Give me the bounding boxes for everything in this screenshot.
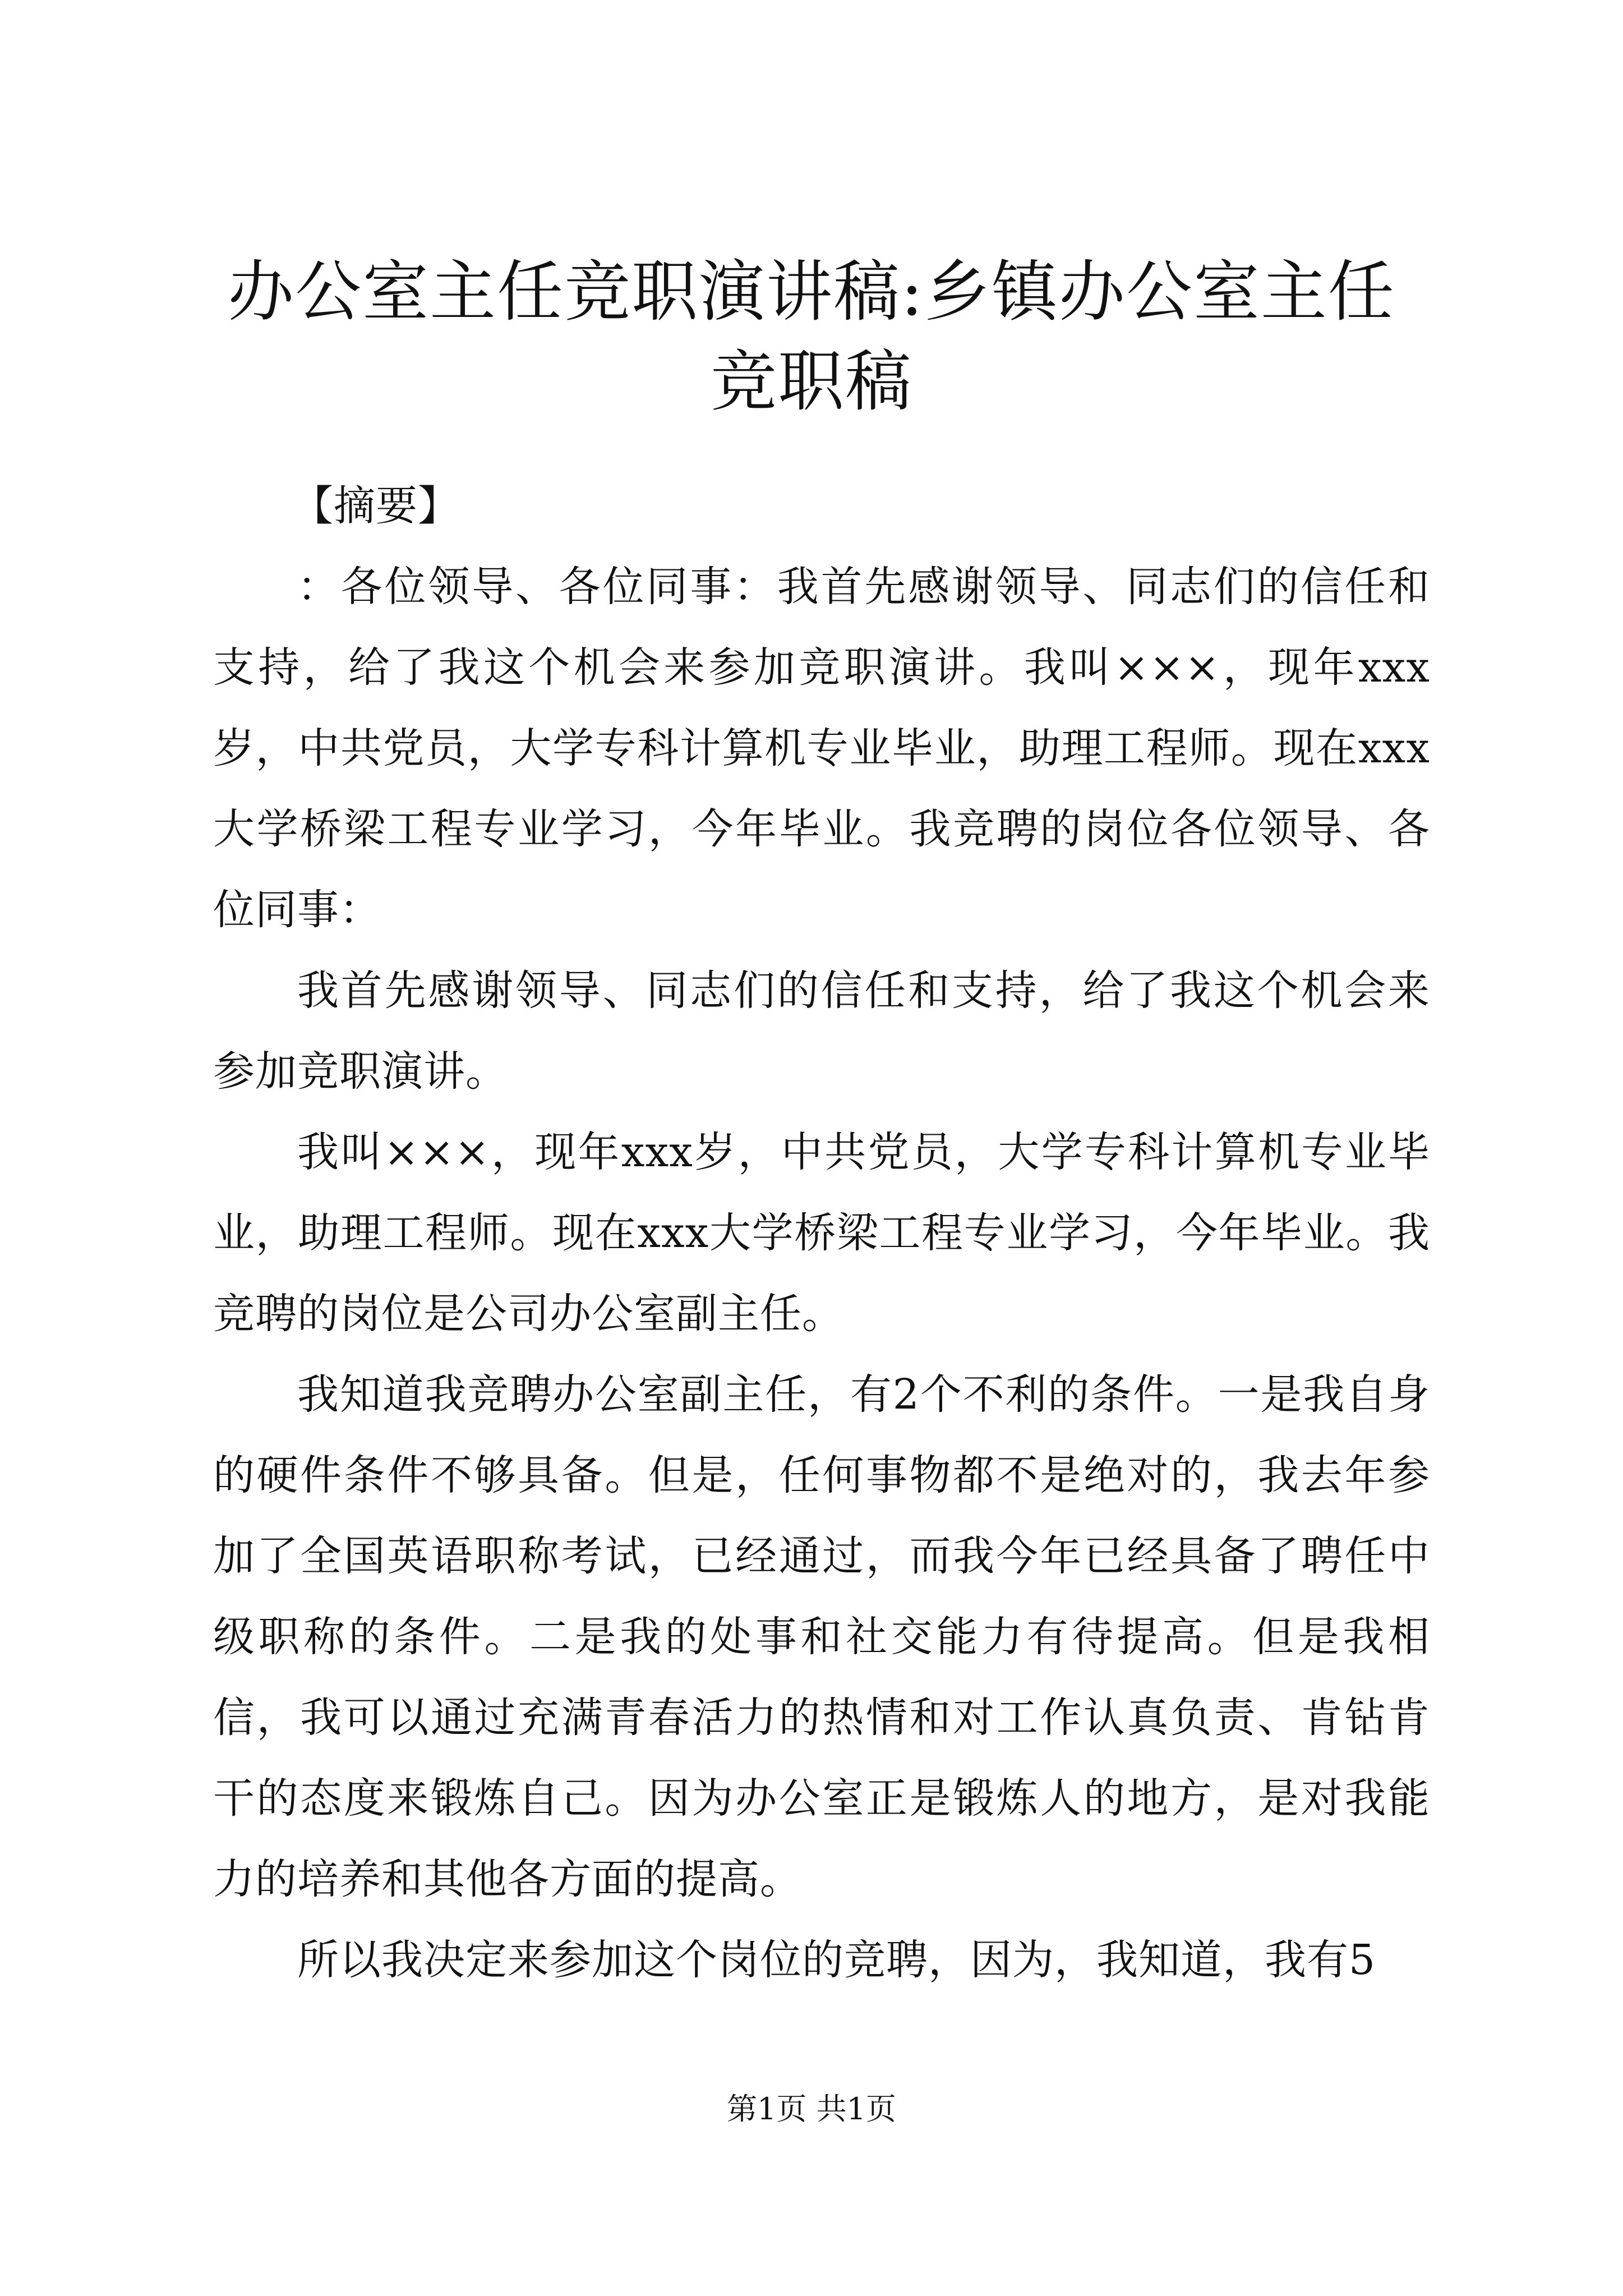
document-body [213, 466, 1430, 2000]
paragraph-2: 我首先感谢领导、同志们的信任和支持，给了我这个机会来参加竞职演讲。 [213, 967, 1430, 1096]
document-title: 办公室主任竞职演讲稿:乡镇办公室主任竞职稿 [228, 253, 1395, 420]
paragraph-3: 我叫×××，现年xxx岁，中共党员，大学专科计算机专业毕业，助理工程师。现在xxx大学桥梁工程专业学习，今年毕业。我竞聘的岗位是公司办公室副主任。 [213, 1128, 1430, 1338]
abstract-label: 【摘要】 [292, 482, 460, 530]
paragraph-4: 我知道我竞聘办公室副主任，有2个不利的条件。一是我自身的硬件条件不够具备。但是，任何事物都不是绝对的，我去年参加了全国英语职称考试，已经通过，而我今年已经具备了聘任中级职称的条件。二是我的处事和社交能力有待提高。但是我相信，我可以通过充满青春活力的热情和对工作认真负责、肯钻肯干的态度来锻炼自己。因为办公室正是锻炼人的地方，是对我能力的培养和其他各方面的提高。 [213, 1370, 1430, 1903]
paragraph-5: 所以我决定来参加这个岗位的竞聘，因为，我知道，我有5 [297, 1936, 1376, 1984]
paragraph-1: ：各位领导、各位同事：我首先感谢领导、同志们的信任和支持，给了我这个机会来参加竞职演讲。我叫×××，现年xxx岁，中共党员，大学专科计算机专业毕业，助理工程师。现在xxx大学桥梁工程专业学习，今年毕业。我竞聘的岗位各位领导、各位同事： [213, 563, 1430, 934]
page-footer: 第1页 共1页 [727, 2091, 896, 2127]
